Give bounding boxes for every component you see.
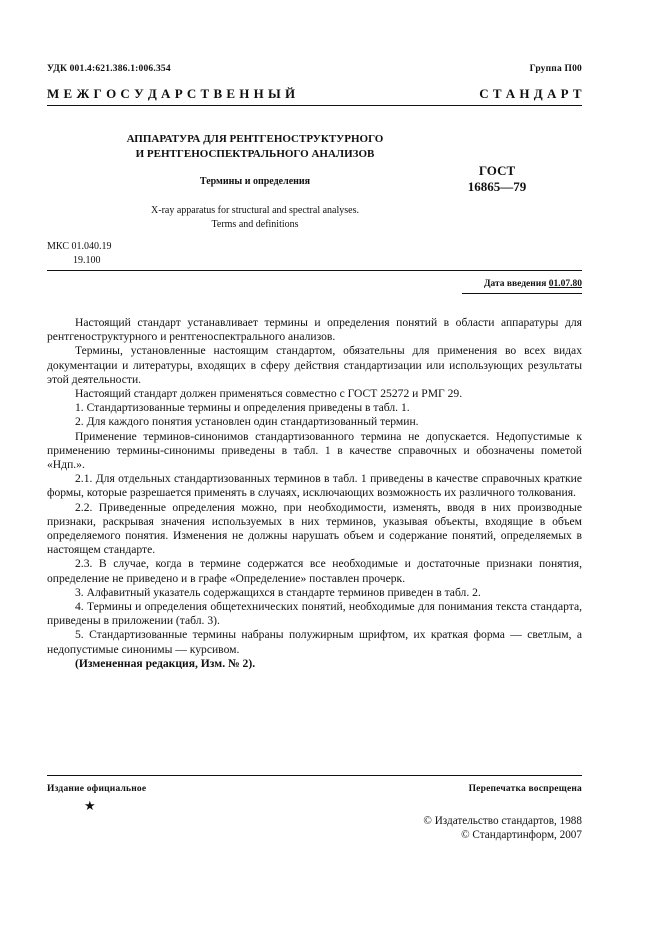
document-title: [110, 132, 400, 162]
date-rule: [462, 293, 582, 294]
official-edition: Издание официальное: [47, 784, 147, 794]
mks-line-2: 19.100: [73, 255, 101, 266]
english-title-line-1: X-ray apparatus for structural and spectral analyses.: [151, 205, 359, 216]
english-title-line-2: Terms and definitions: [211, 219, 299, 230]
paragraph: 2.2. Приведенные определения можно, при необходимости, изменять, вводя в них производные признаки, раскрывая значения используемых в них терминов, указывая объекты, входящие в объем определяемого понятия. Изменения не должны нарушать объем и содержание понятий, определяемых в настоящем стандарте.: [47, 500, 582, 557]
paragraph: Настоящий стандарт устанавливает термины и определения понятий в области аппаратуры для рентгеноструктурного и рентгеноспектрального анализов.: [47, 316, 582, 344]
body-text: [47, 316, 582, 671]
footer-rule: [47, 775, 582, 776]
paragraph: 2.1. Для отдельных стандартизованных терминов в табл. 1 приведены в качестве справочных краткие формы, которые разрешается применять в случаях, исключающих возможность их различного толкования.: [47, 472, 582, 500]
introduction-date-label: Дата введения: [483, 279, 547, 289]
paragraph: 2. Для каждого понятия установлен один стандартизованный термин.: [75, 415, 419, 429]
title-line-1: АППАРАТУРА ДЛЯ РЕНТГЕНОСТРУКТУРНОГО: [126, 133, 384, 145]
gost-label: ГОСТ: [478, 163, 516, 178]
paragraph: 2.3. В случае, когда в термине содержатся все необходимые и достаточные признаки понятия, определение не приведено и в графе «Определение» поставлен прочерк.: [47, 557, 582, 585]
amendment-note: (Измененная редакция, Изм. № 2).: [75, 656, 256, 670]
banner-standard: С Т А Н Д А Р Т: [479, 86, 582, 101]
paragraph: 1. Стандартизованные термины и определения приведены в табл. 1.: [75, 401, 410, 415]
paragraph: Настоящий стандарт должен применяться совместно с ГОСТ 25272 и РМГ 29.: [75, 387, 463, 401]
udk-code: УДК 001.4:621.386.1:006.354: [47, 64, 171, 74]
gost-designation: [452, 163, 542, 195]
paragraph: Применение терминов-синонимов стандартизованного термина не допускается. Недопустимые к применению термины-синонимы приведены в табл. 1 в качестве справочных и обозначены пометой «Ндп.».: [47, 429, 582, 472]
middle-rule: [47, 270, 582, 271]
paragraph: 3. Алфавитный указатель содержащихся в стандарте терминов приведен в табл. 2.: [75, 585, 481, 599]
paragraph: 4. Термины и определения общетехнических понятий, необходимые для понимания текста стандарта, приведены в приложении (табл. 3).: [47, 600, 582, 628]
introduction-date-value: 01.07.80: [548, 279, 582, 289]
document-subtitle: Термины и определения: [199, 176, 311, 187]
paragraph: Термины, установленные настоящим стандартом, обязательны для применения во всех видах документации и литературы, входящих в сферу действия стандартизации или использующих результаты этой деятельности.: [47, 344, 582, 386]
english-title: [110, 204, 400, 232]
copyright-line-2: © Стандартинформ, 2007: [461, 829, 582, 841]
copyright-block: [423, 814, 582, 842]
title-line-2: И РЕНТГЕНОСПЕКТРАЛЬНОГО АНАЛИЗОВ: [135, 148, 375, 160]
copyright-line-1: © Издательство стандартов, 1988: [423, 815, 582, 827]
top-rule: [47, 105, 582, 106]
introduction-date: [484, 279, 582, 289]
mks-codes: [47, 240, 111, 268]
star-icon: ★: [84, 798, 96, 813]
mks-line-1: МКС 01.040.19: [47, 241, 112, 252]
paragraph: 5. Стандартизованные термины набраны полужирным шрифтом, их краткая форма — светлым, а недопустимые синонимы — курсивом.: [47, 628, 582, 656]
banner-interstate: М Е Ж Г О С У Д А Р С Т В Е Н Н Ы Й: [47, 86, 296, 101]
gost-number: 16865—79: [467, 179, 527, 194]
reprint-prohibited: Перепечатка воспрещена: [468, 784, 582, 794]
standard-banner: [47, 86, 582, 102]
group-code: Группа П00: [529, 64, 582, 74]
